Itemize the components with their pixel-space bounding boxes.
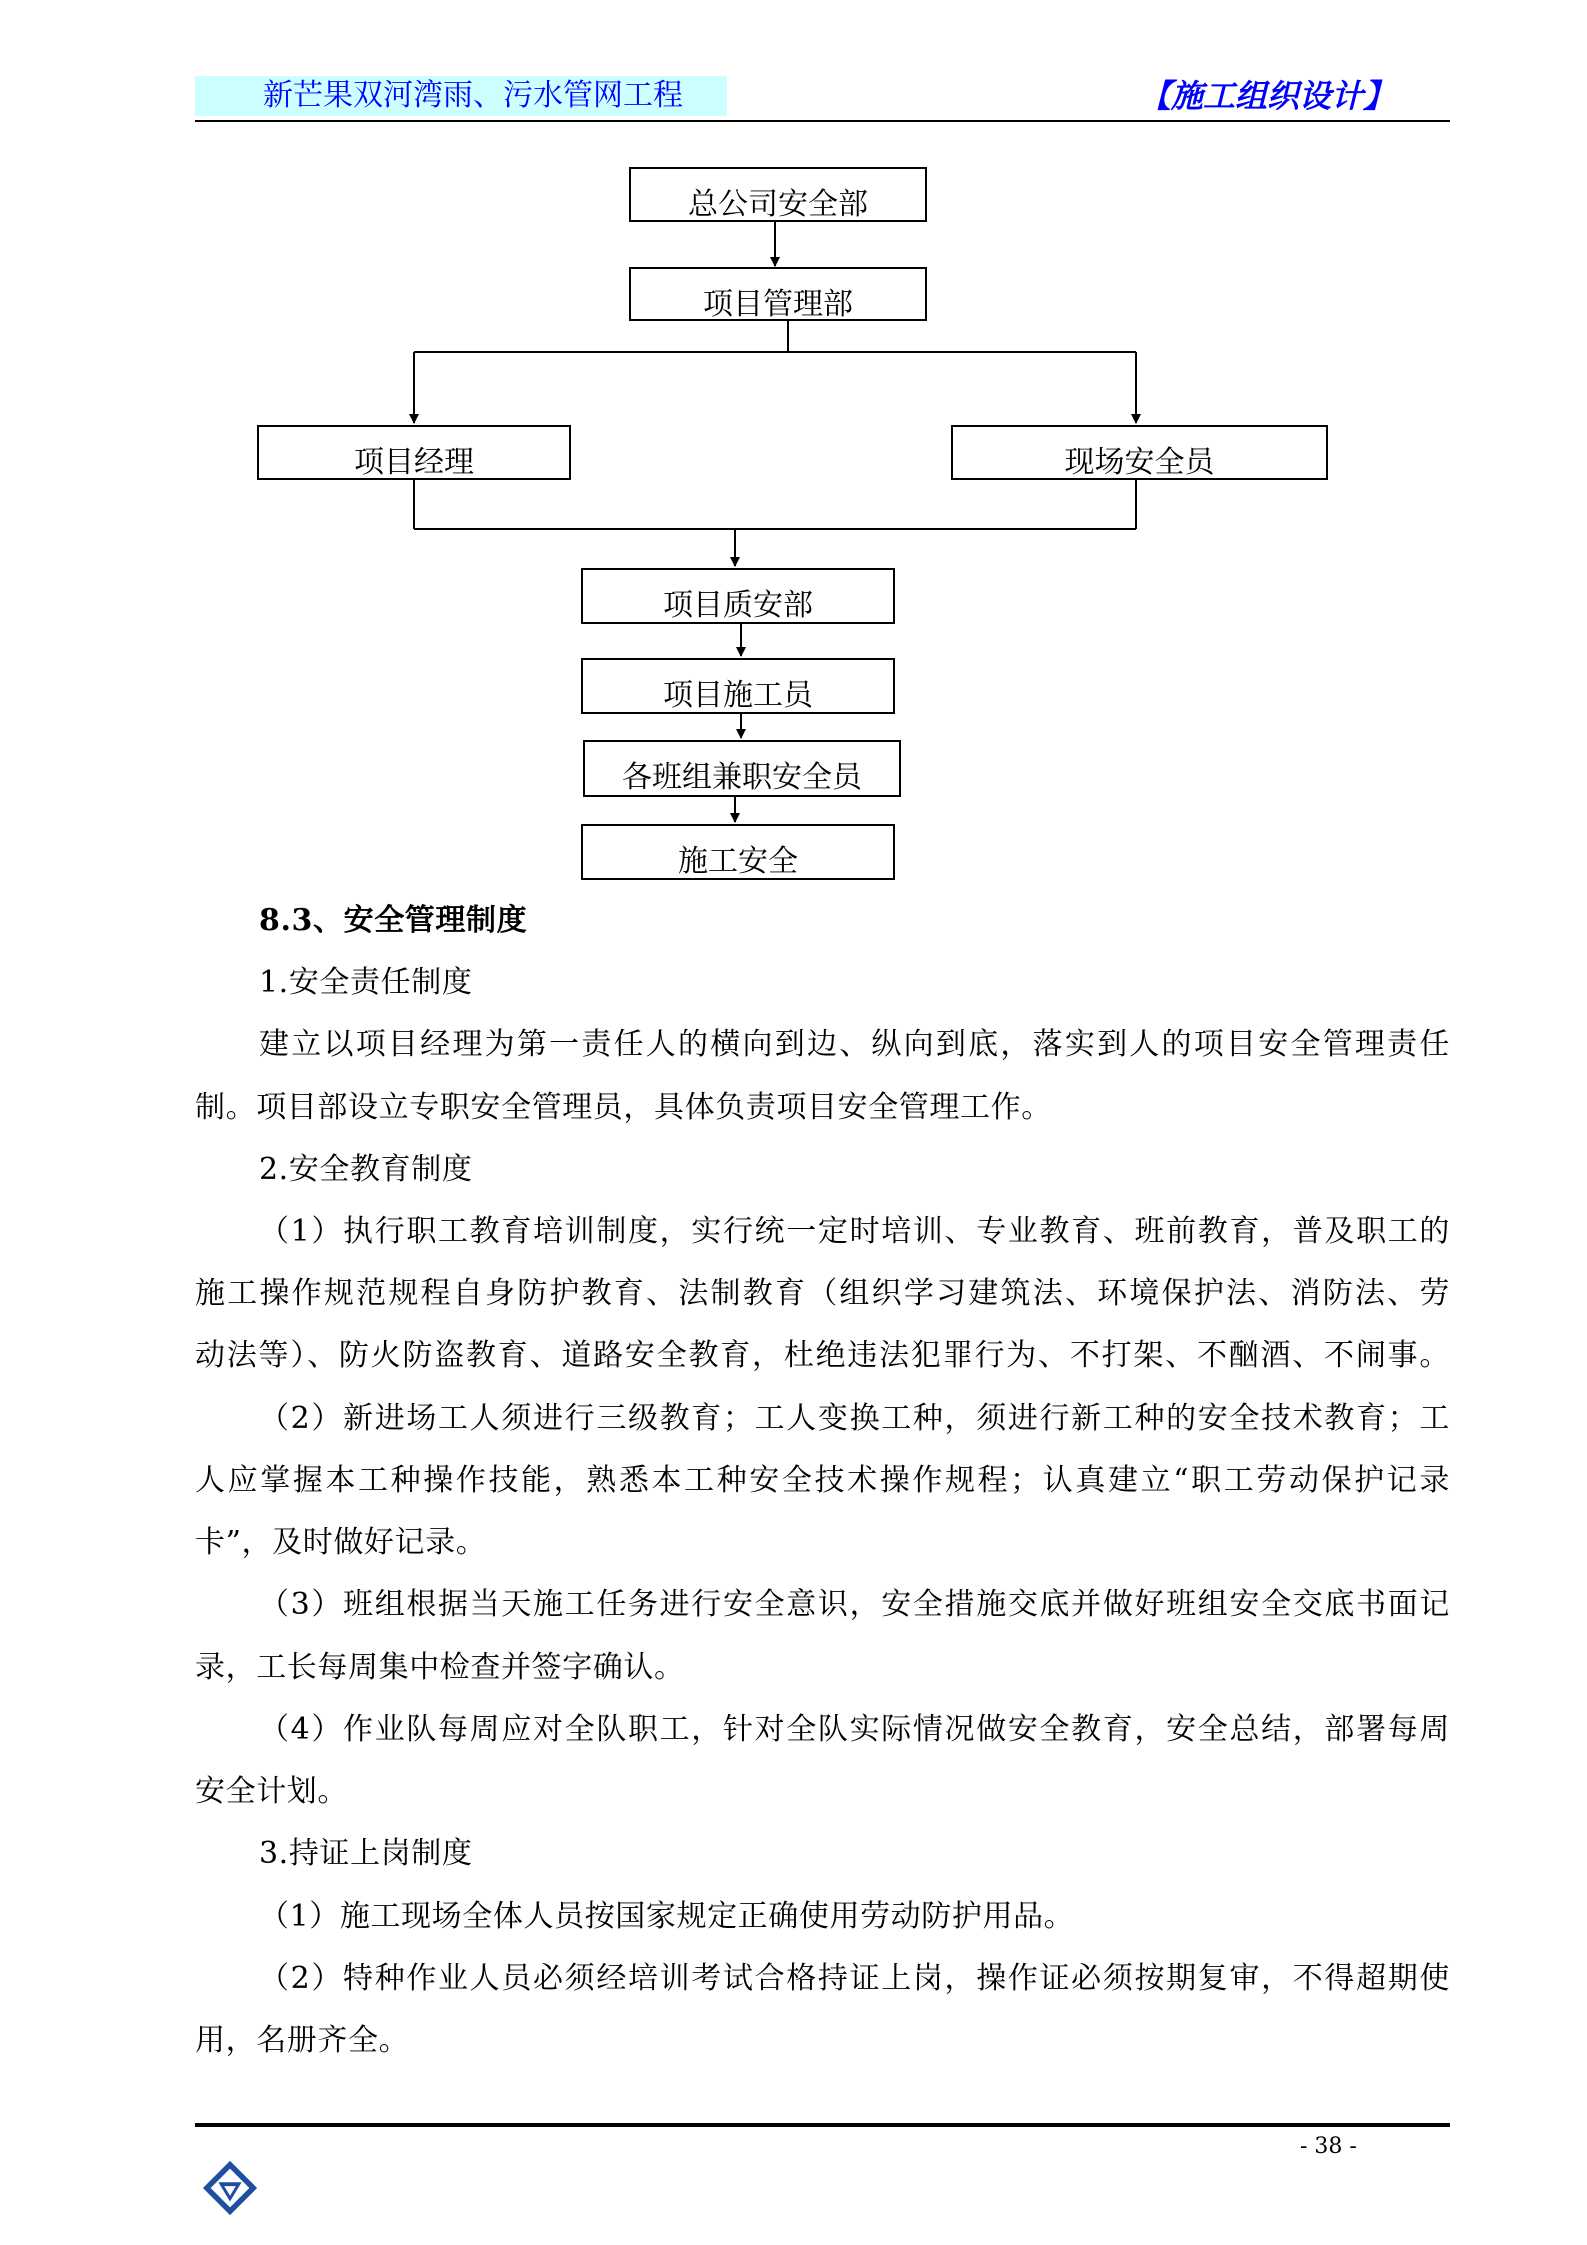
page-number: - 38 - (1300, 2134, 1357, 2159)
item2-para-line: 卡”，及时做好记录。 (195, 1525, 487, 1560)
item2-para-line: （3）班组根据当天施工任务进行安全意识，安全措施交底并做好班组安全交底书面记 (259, 1587, 1450, 1622)
item3-title: 3.持证上岗制度 (259, 1836, 473, 1871)
item1-title: 1.安全责任制度 (259, 965, 473, 1000)
flow-node-hq-safety: 总公司安全部 (629, 167, 927, 222)
company-logo-icon (201, 2159, 259, 2217)
footer-divider (195, 2123, 1450, 2127)
item2-para-line: （2）新进场工人须进行三级教育；工人变换工种，须进行新工种的安全技术教育；工 (259, 1401, 1450, 1436)
item2-para-line: 施工操作规范规程自身防护教育、法制教育（组织学习建筑法、环境保护法、消防法、劳 (195, 1276, 1450, 1311)
item1-para-line: 建立以项目经理为第一责任人的横向到边、纵向到底，落实到人的项目安全管理责任 (259, 1027, 1450, 1062)
item1-para-line: 制。项目部设立专职安全管理员，具体负责项目安全管理工作。 (195, 1090, 1052, 1125)
flow-node-project-management: 项目管理部 (629, 267, 927, 321)
item3-para-line: （1）施工现场全体人员按国家规定正确使用劳动防护用品。 (259, 1899, 1075, 1934)
header-document-type: 【施工组织设计】 (1138, 77, 1395, 115)
flow-node-quality-safety-dept: 项目质安部 (581, 568, 895, 624)
item2-title: 2.安全教育制度 (259, 1152, 473, 1187)
item3-para-line: 用，名册齐全。 (195, 2023, 410, 2058)
section-title: 8.3、安全管理制度 (259, 903, 528, 938)
item2-para-line: （4）作业队每周应对全队职工，针对全队实际情况做安全教育，安全总结，部署每周 (259, 1712, 1450, 1747)
flow-node-team-safety-officers: 各班组兼职安全员 (583, 740, 901, 797)
flow-node-construction-worker: 项目施工员 (581, 658, 895, 714)
flow-node-project-manager: 项目经理 (257, 425, 571, 480)
item2-para-line: 安全计划。 (195, 1774, 348, 1809)
item2-para-line: 录，工长每周集中检查并签字确认。 (195, 1650, 685, 1685)
item2-para-line: 动法等）、防火防盗教育、道路安全教育，杜绝违法犯罪行为、不打架、不酗酒、不闹事。 (195, 1338, 1450, 1373)
item3-para-line: （2）特种作业人员必须经培训考试合格持证上岗，操作证必须按期复审，不得超期使 (259, 1961, 1450, 1996)
header-project-title: 新芒果双河湾雨、污水管网工程 (195, 76, 727, 116)
flow-node-construction-safety: 施工安全 (581, 824, 895, 880)
flow-node-site-safety-officer: 现场安全员 (951, 425, 1328, 480)
item2-para-line: 人应掌握本工种操作技能，熟悉本工种安全技术操作规程；认真建立“职工劳动保护记录 (195, 1463, 1450, 1498)
item2-para-line: （1）执行职工教育培训制度，实行统一定时培训、专业教育、班前教育，普及职工的 (259, 1214, 1450, 1249)
